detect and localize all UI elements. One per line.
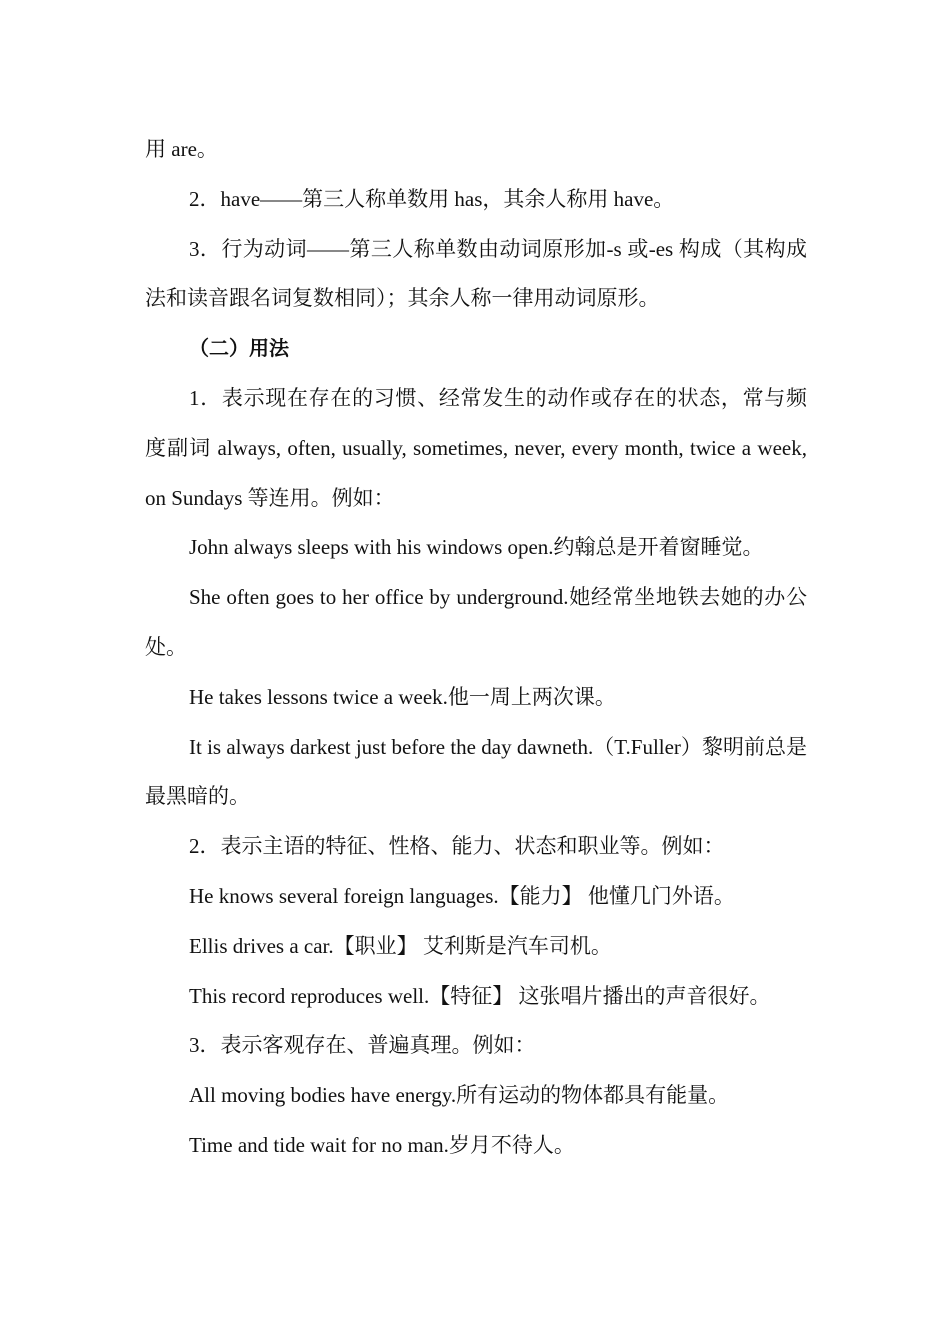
- example-sentence: It is always darkest just before the day dawneth.（T.Fuller）黎明前总是最黑暗的。: [145, 734, 807, 809]
- paragraph-usage-2: 2．表示主语的特征、性格、能力、状态和职业等。例如：: [189, 834, 725, 859]
- example-sentence: Time and tide wait for no man.岁月不待人。: [189, 1132, 575, 1157]
- example-sentence: John always sleeps with his windows open.约翰总是开着窗睡觉。: [189, 535, 764, 560]
- example-sentence: He knows several foreign languages.【能力】 他懂几门外语。: [189, 883, 735, 908]
- example-sentence: Ellis drives a car.【职业】 艾利斯是汽车司机。: [189, 933, 612, 958]
- document-body: [145, 125, 807, 1171]
- example-sentence: He takes lessons twice a week.他一周上两次课。: [189, 684, 616, 709]
- paragraph-continuation: 用 are。: [145, 137, 218, 161]
- paragraph-rule-have: 2．have——第三人称单数用 has，其余人称用 have。: [189, 186, 675, 211]
- example-sentence: All moving bodies have energy.所有运动的物体都具有能量。: [189, 1083, 730, 1108]
- paragraph-usage-1: 1．表示现在存在的习惯、经常发生的动作或存在的状态，常与频度副词 always, often, usually, sometimes, never, every month, twice a week, on Sundays 等连用。例如：: [145, 385, 807, 510]
- section-heading-usage: （二）用法: [189, 336, 289, 361]
- paragraph-rule-action-verbs: 3．行为动词——第三人称单数由动词原形加-s 或-es 构成（其构成法和读音跟名词复数相同）；其余人称一律用动词原形。: [145, 236, 807, 311]
- paragraph-usage-3: 3．表示客观存在、普遍真理。例如：: [189, 1033, 536, 1058]
- example-sentence: This record reproduces well.【特征】 这张唱片播出的声音很好。: [189, 983, 771, 1008]
- example-sentence: She often goes to her office by underground.她经常坐地铁去她的办公处。: [145, 585, 807, 659]
